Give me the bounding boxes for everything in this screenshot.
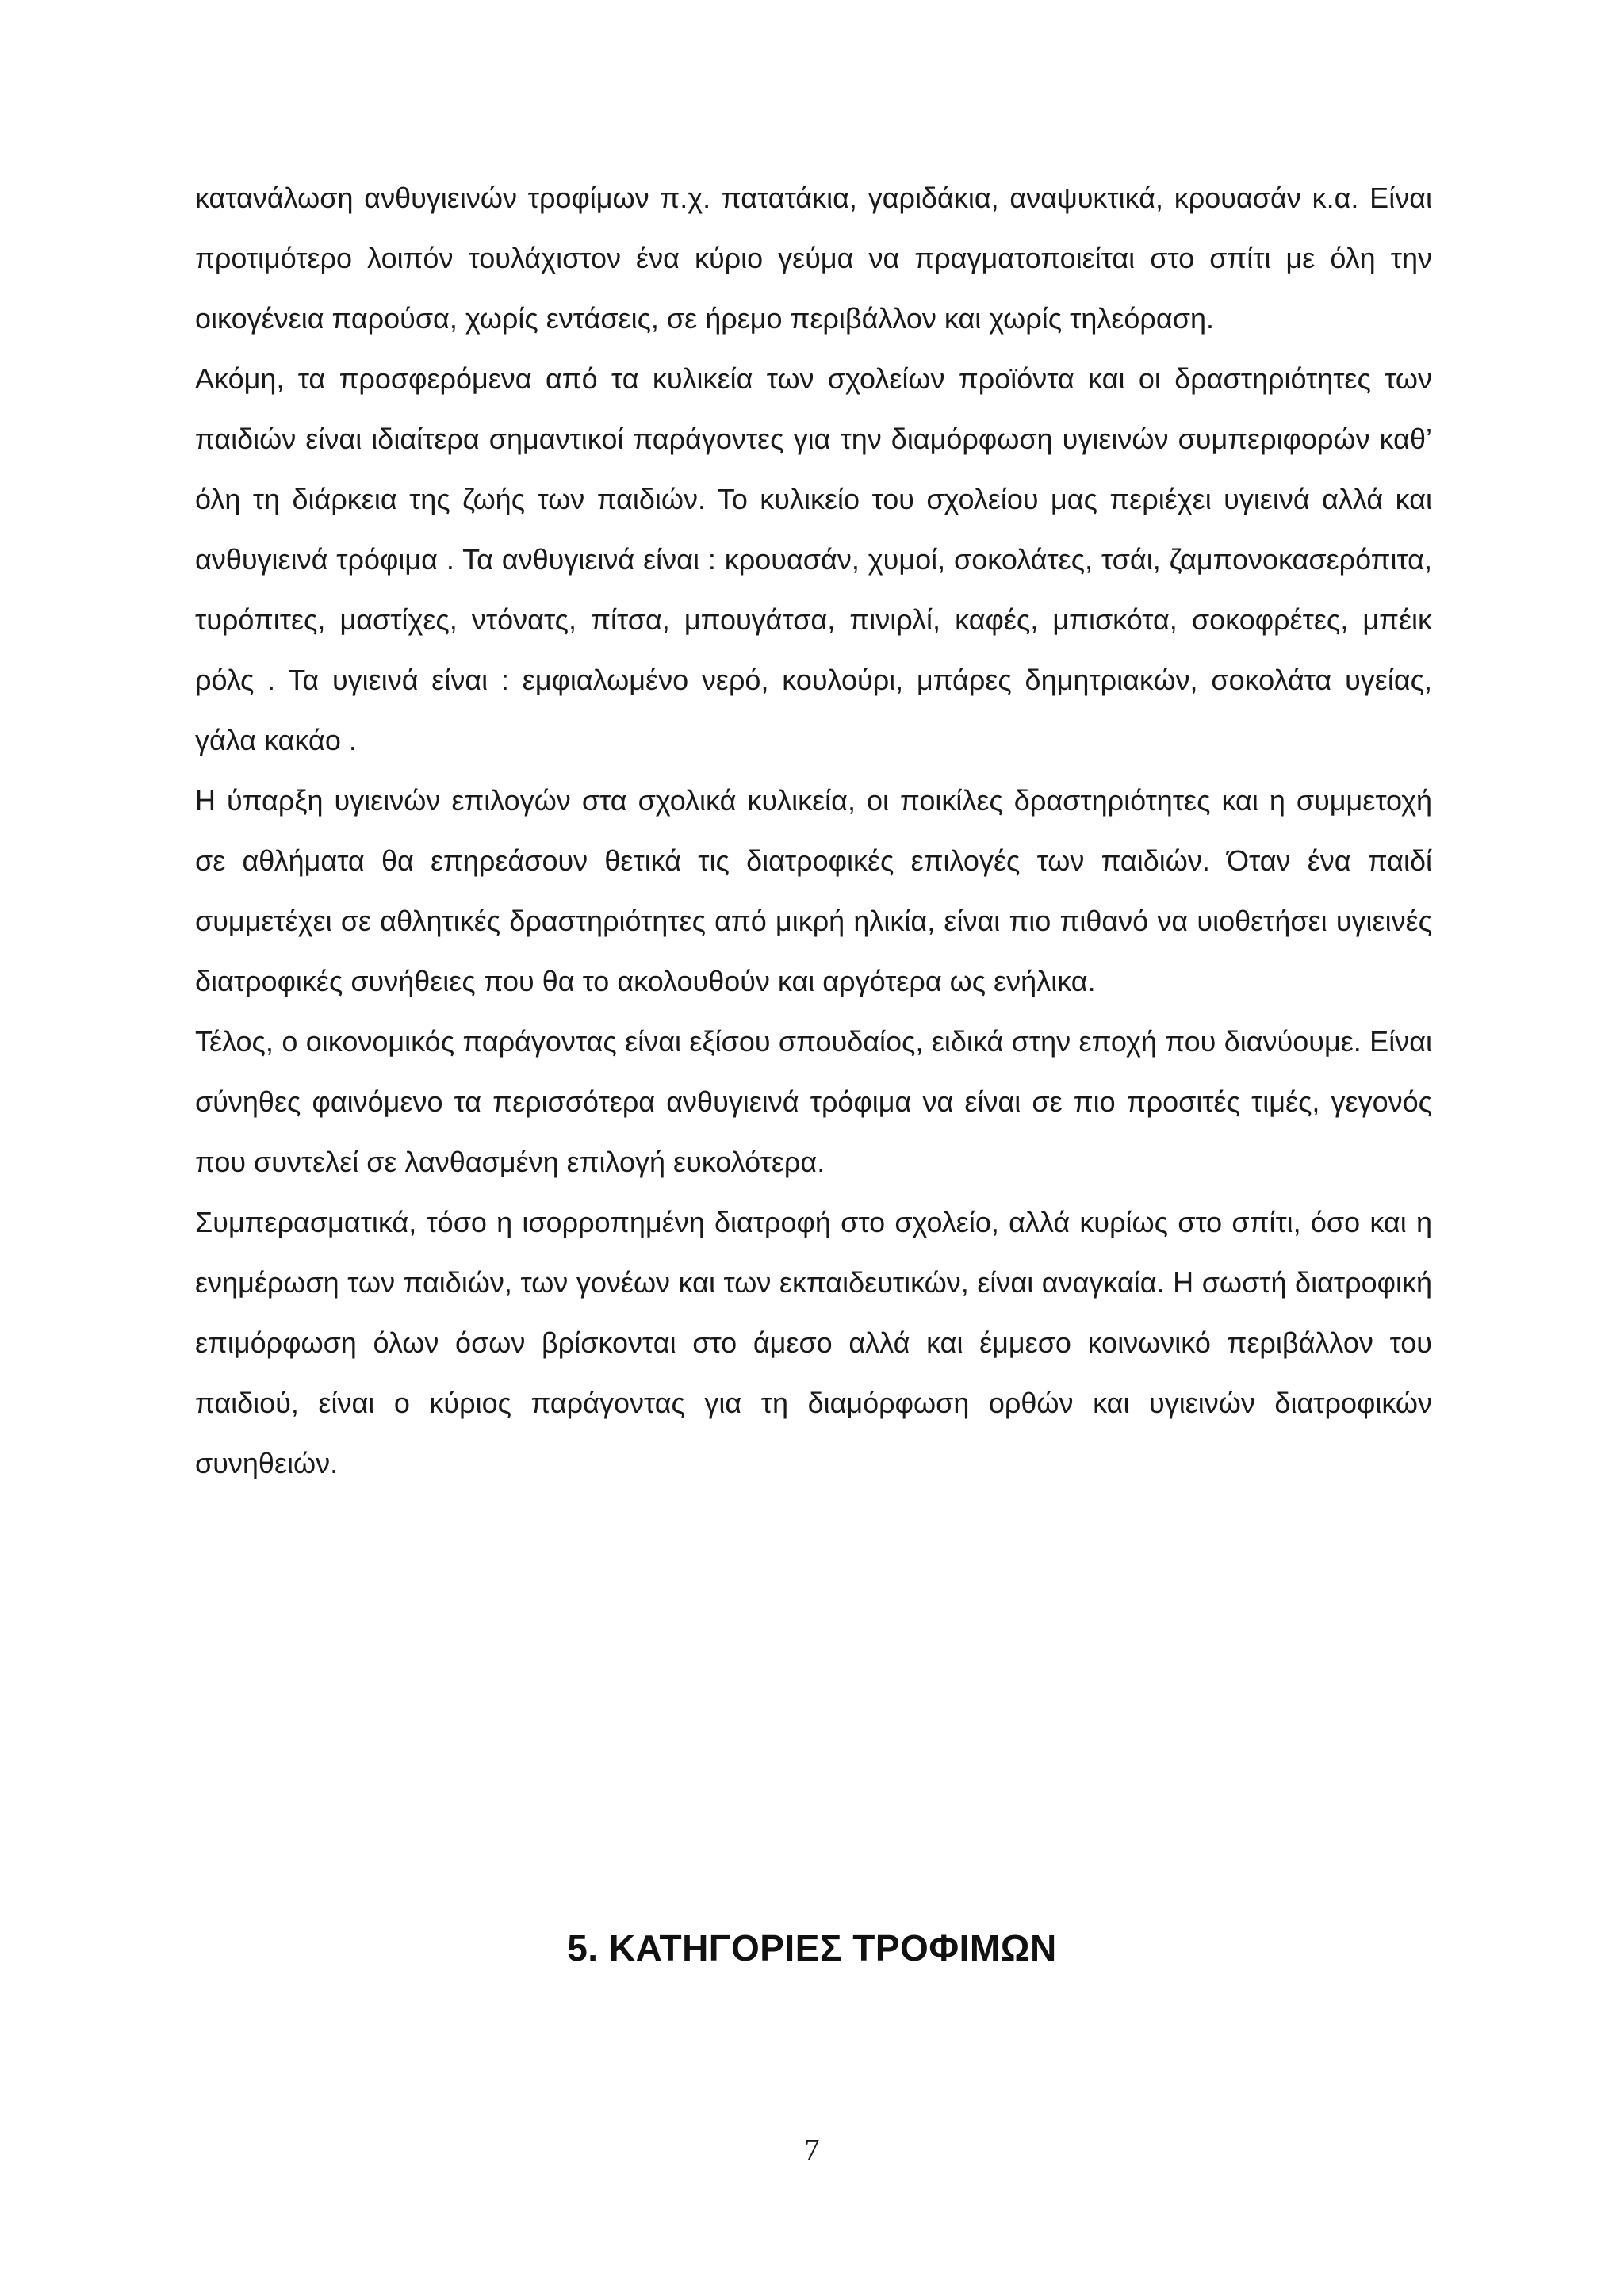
paragraph-economic-factor: Τέλος, ο οικονομικός παράγοντας είναι εξίσου σπουδαίος, ειδικά στην εποχή που διανύουμε. Είναι σύνηθες φαινόμενο τα περισσότερα ανθυγιεινά τρόφιμα να είναι σε πιο προσιτές τιμές, γεγονός που συντελεί σε λανθασμένη επιλογή ευκολότερα. (195, 1025, 1432, 1178)
paragraph-healthy-options: Η ύπαρξη υγιεινών επιλογών στα σχολικά κυλικεία, οι ποικίλες δραστηριότητες και η συμμετοχή σε αθλήματα θα επηρεάσουν θετικά τις διατροφικές επιλογές των παιδιών. Όταν ένα παιδί συμμετέχει σε αθλητικές δραστηριότητες από μικρή ηλικία, είναι πιο πιθανό να υιοθετήσει υγιεινές διατροφικές συνήθειες που θα το ακολουθούν και αργότερα ως ενήλικα. (195, 784, 1432, 997)
paragraph-unhealthy-consumption: κατανάλωση ανθυγιεινών τροφίμων π.χ. πατατάκια, γαριδάκια, αναψυκτικά, κρουασάν κ.α. Είναι προτιμότερο λοιπόν τουλάχιστον ένα κύριο γεύμα να πραγματοποιείται στο σπίτι με όλη την οικογένεια παρούσα, χωρίς εντάσεις, σε ήρεμο περιβάλλον και χωρίς τηλεόραση. (195, 182, 1432, 335)
paragraph-school-canteen: Ακόμη, τα προσφερόμενα από τα κυλικεία των σχολείων προϊόντα και οι δραστηριότητες των παιδιών είναι ιδιαίτερα σημαντικοί παράγοντες για την διαμόρφωση υγιεινών συμπεριφορών καθ’ όλη τη διάρκεια της ζωής των παιδιών. Το κυλικείο του σχολείου μας περιέχει υγιεινά αλλά και ανθυγιεινά τρόφιμα . Τα ανθυγιεινά είναι : κρουασάν, χυμοί, σοκολάτες, τσάι, ζαμπονοκασερόπιτα, τυρόπιτες, μαστίχες, ντόνατς, πίτσα, μπουγάτσα, πινιρλί, καφές, μπισκότα, σοκοφρέτες, μπέικ ρόλς . Τα υγιεινά είναι : εμφιαλωμένο νερό, κουλούρι, μπάρες δημητριακών, σοκολάτα υγείας, γάλα κακάο . (195, 362, 1432, 756)
body-text (195, 168, 1432, 1494)
section-heading: 5. ΚΑΤΗΓΟΡΙΕΣ ΤΡΟΦΙΜΩΝ (567, 1927, 1057, 1969)
page-number: 7 (804, 2133, 820, 2167)
paragraph-conclusion: Συμπερασματικά, τόσο η ισορροπημένη διατροφή στο σχολείο, αλλά κυρίως στο σπίτι, όσο και η ενημέρωση των παιδιών, των γονέων και των εκπαιδευτικών, είναι αναγκαία. Η σωστή διατροφική επιμόρφωση όλων όσων βρίσκονται στο άμεσο αλλά και έμμεσο κοινωνικό περιβάλλον του παιδιού, είναι ο κύριος παράγοντας για τη διαμόρφωση ορθών και υγιεινών διατροφικών συνηθειών. (195, 1206, 1432, 1479)
